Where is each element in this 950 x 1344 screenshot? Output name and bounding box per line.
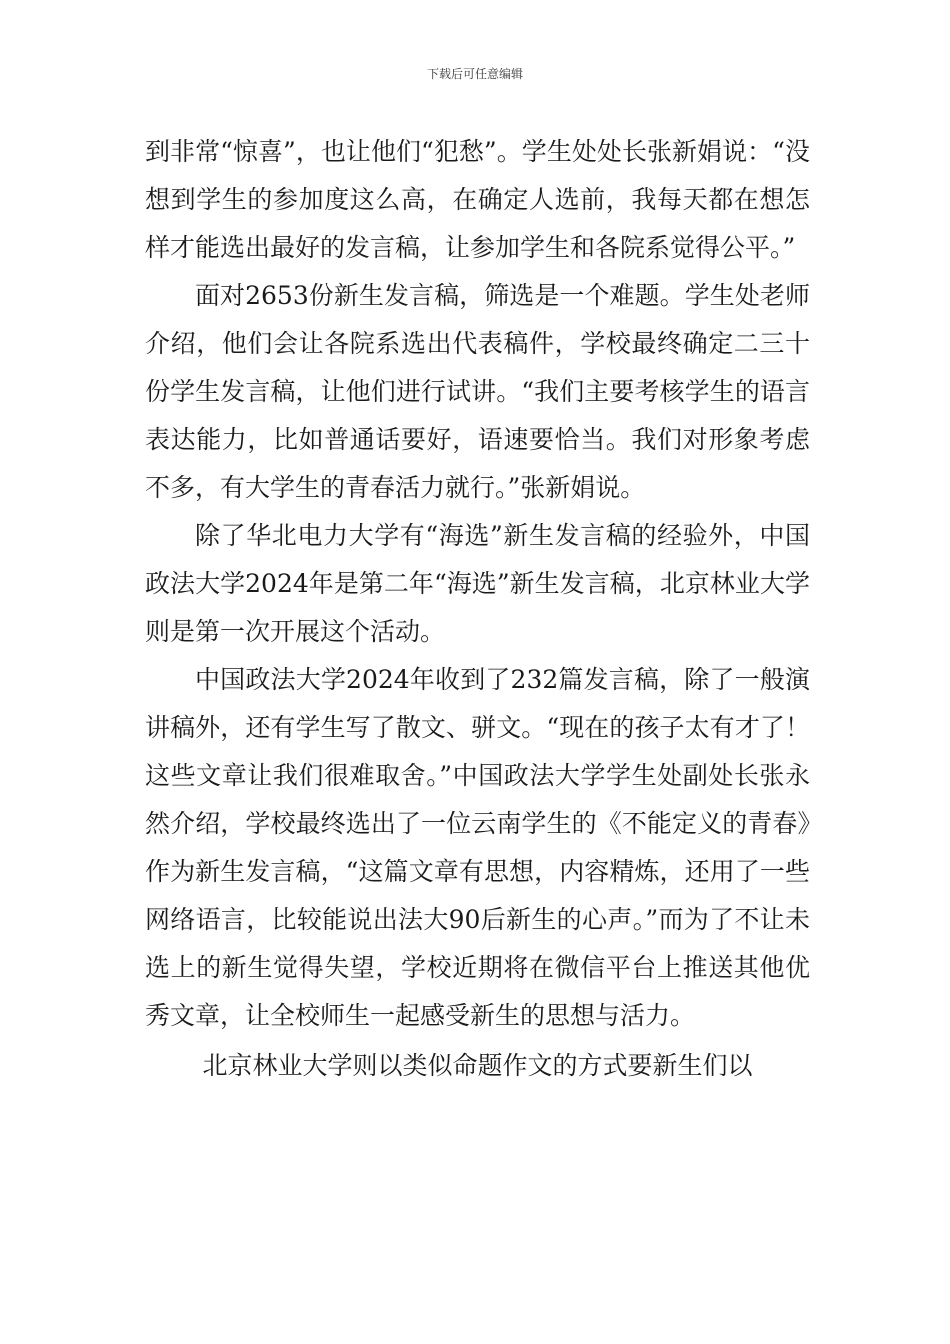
paragraph: 除了华北电力大学有“海选”新生发言稿的经验外，中国政法大学2024年是第二年“海选”新生发言稿，北京林业大学则是第一次开展这个活动。 [145,521,810,646]
page-header: 下载后可任意编辑 [426,67,523,81]
document-body [145,128,810,1090]
paragraph: 北京林业大学则以类似命题作文的方式要新生们以 [202,1051,753,1080]
paragraph: 面对2653份新生发言稿，筛选是一个难题。学生处老师介绍，他们会让各院系选出代表稿件，学校最终确定二三十份学生发言稿，让他们进行试讲。“我们主要考核学生的语言表达能力，比如普通话要好，语速要恰当。我们对形象考虑不多，有大学生的青春活力就行。”张新娟说。 [145,281,810,502]
paragraph-continuation: 到非常“惊喜”，也让他们“犯愁”。学生处处长张新娟说：“没想到学生的参加度这么高，在确定人选前，我每天都在想怎样才能选出最好的发言稿，让参加学生和各院系觉得公平。” [145,137,810,262]
paragraph: 中国政法大学2024年收到了232篇发言稿，除了一般演讲稿外，还有学生写了散文、骈文。“现在的孩子太有才了！这些文章让我们很难取舍。”中国政法大学学生处副处长张永然介绍，学校最终选出了一位云南学生的《不能定义的青春》作为新生发言稿，“这篇文章有思想，内容精炼，还用了一些网络语言，比较能说出法大90后新生的心声。”而为了不让未选上的新生觉得失望，学校近期将在微信平台上推送其他优秀文章，让全校师生一起感受新生的思想与活力。 [145,665,810,1030]
